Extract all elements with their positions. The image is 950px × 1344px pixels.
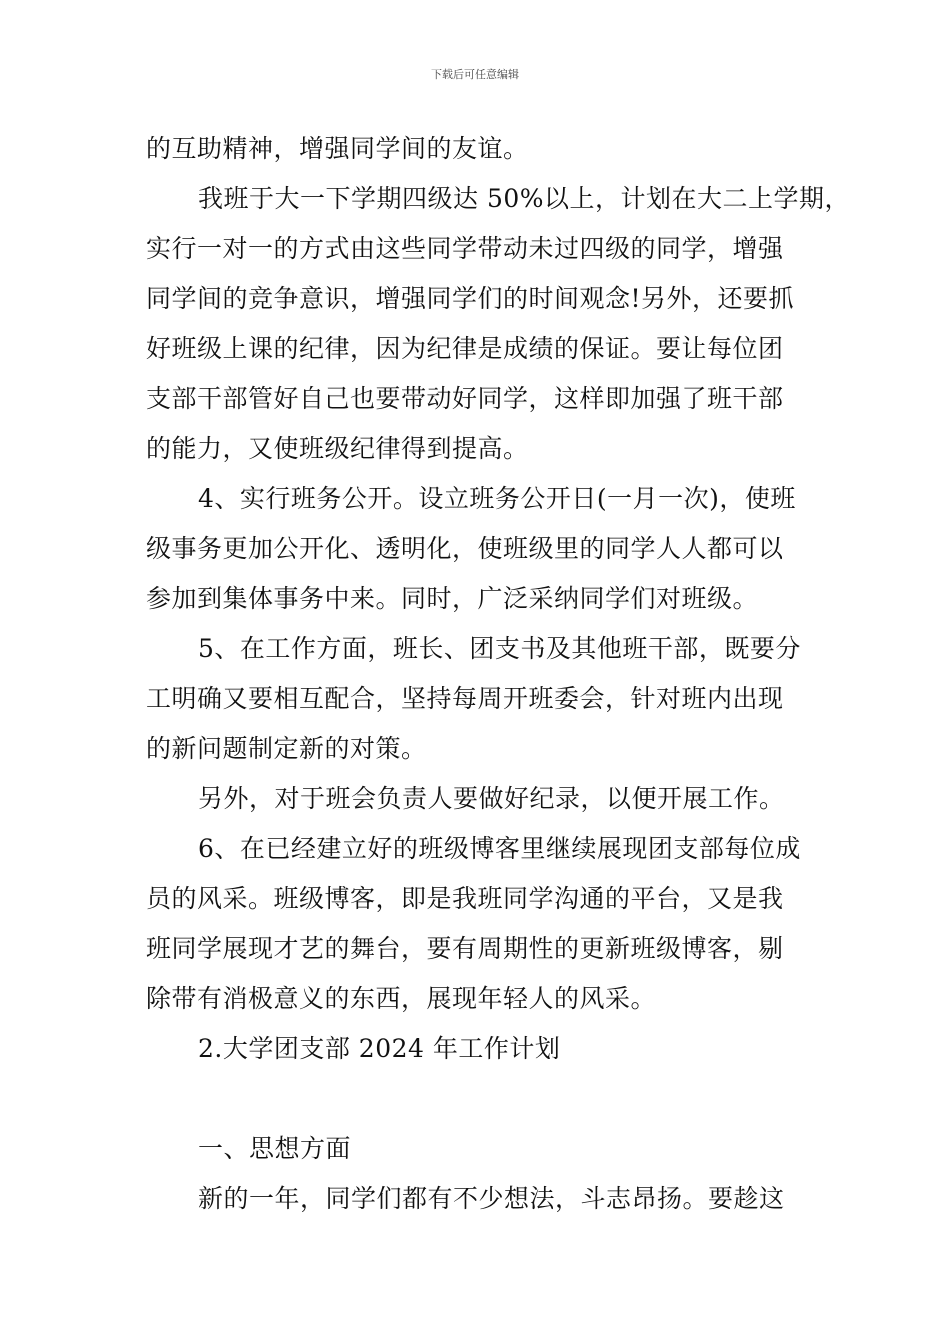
text-line: 工明确又要相互配合，坚持每周开班委会，针对班内出现 (146, 684, 784, 713)
text-line: 除带有消极意义的东西，展现年轻人的风采。 (146, 984, 657, 1013)
text-line: 同学间的竞争意识，增强同学们的时间观念!另外，还要抓 (146, 284, 795, 313)
paragraph-start: 5、在工作方面，班长、团支书及其他班干部，既要分 (198, 634, 801, 663)
text-line: 级事务更加公开化、透明化，使班级里的同学人人都可以 (146, 534, 784, 563)
section-heading: 2.大学团支部 2024 年工作计划 (198, 1034, 561, 1063)
text-line: 实行一对一的方式由这些同学带动未过四级的同学，增强 (146, 234, 784, 263)
paragraph-start: 新的一年，同学们都有不少想法，斗志昂扬。要趁这 (198, 1184, 785, 1213)
text-line: 的互助精神，增强同学间的友谊。 (146, 134, 529, 163)
text-line: 好班级上课的纪律，因为纪律是成绩的保证。要让每位团 (146, 334, 784, 363)
text-line: 员的风采。班级博客，即是我班同学沟通的平台，又是我 (146, 884, 784, 913)
text-line: 班同学展现才艺的舞台，要有周期性的更新班级博客，剔 (146, 934, 784, 963)
blank-spacer (146, 1074, 818, 1124)
document-body (146, 124, 851, 1224)
text-line: 的能力，又使班级纪律得到提高。 (146, 434, 529, 463)
paragraph-start: 4、实行班务公开。设立班务公开日(一月一次)，使班 (198, 484, 796, 513)
text-line: 的新问题制定新的对策。 (146, 734, 427, 763)
text-line: 支部干部管好自己也要带动好同学，这样即加强了班干部 (146, 384, 784, 413)
page-header: 下载后可任意编辑 (431, 68, 519, 81)
subsection-heading: 一、思想方面 (198, 1134, 352, 1163)
paragraph-start: 另外，对于班会负责人要做好纪录，以便开展工作。 (198, 784, 785, 813)
paragraph-start: 6、在已经建立好的班级博客里继续展现团支部每位成 (198, 834, 801, 863)
paragraph-start: 我班于大一下学期四级达 50%以上，计划在大二上学期， (198, 184, 851, 213)
text-line: 参加到集体事务中来。同时，广泛采纳同学们对班级。 (146, 584, 759, 613)
